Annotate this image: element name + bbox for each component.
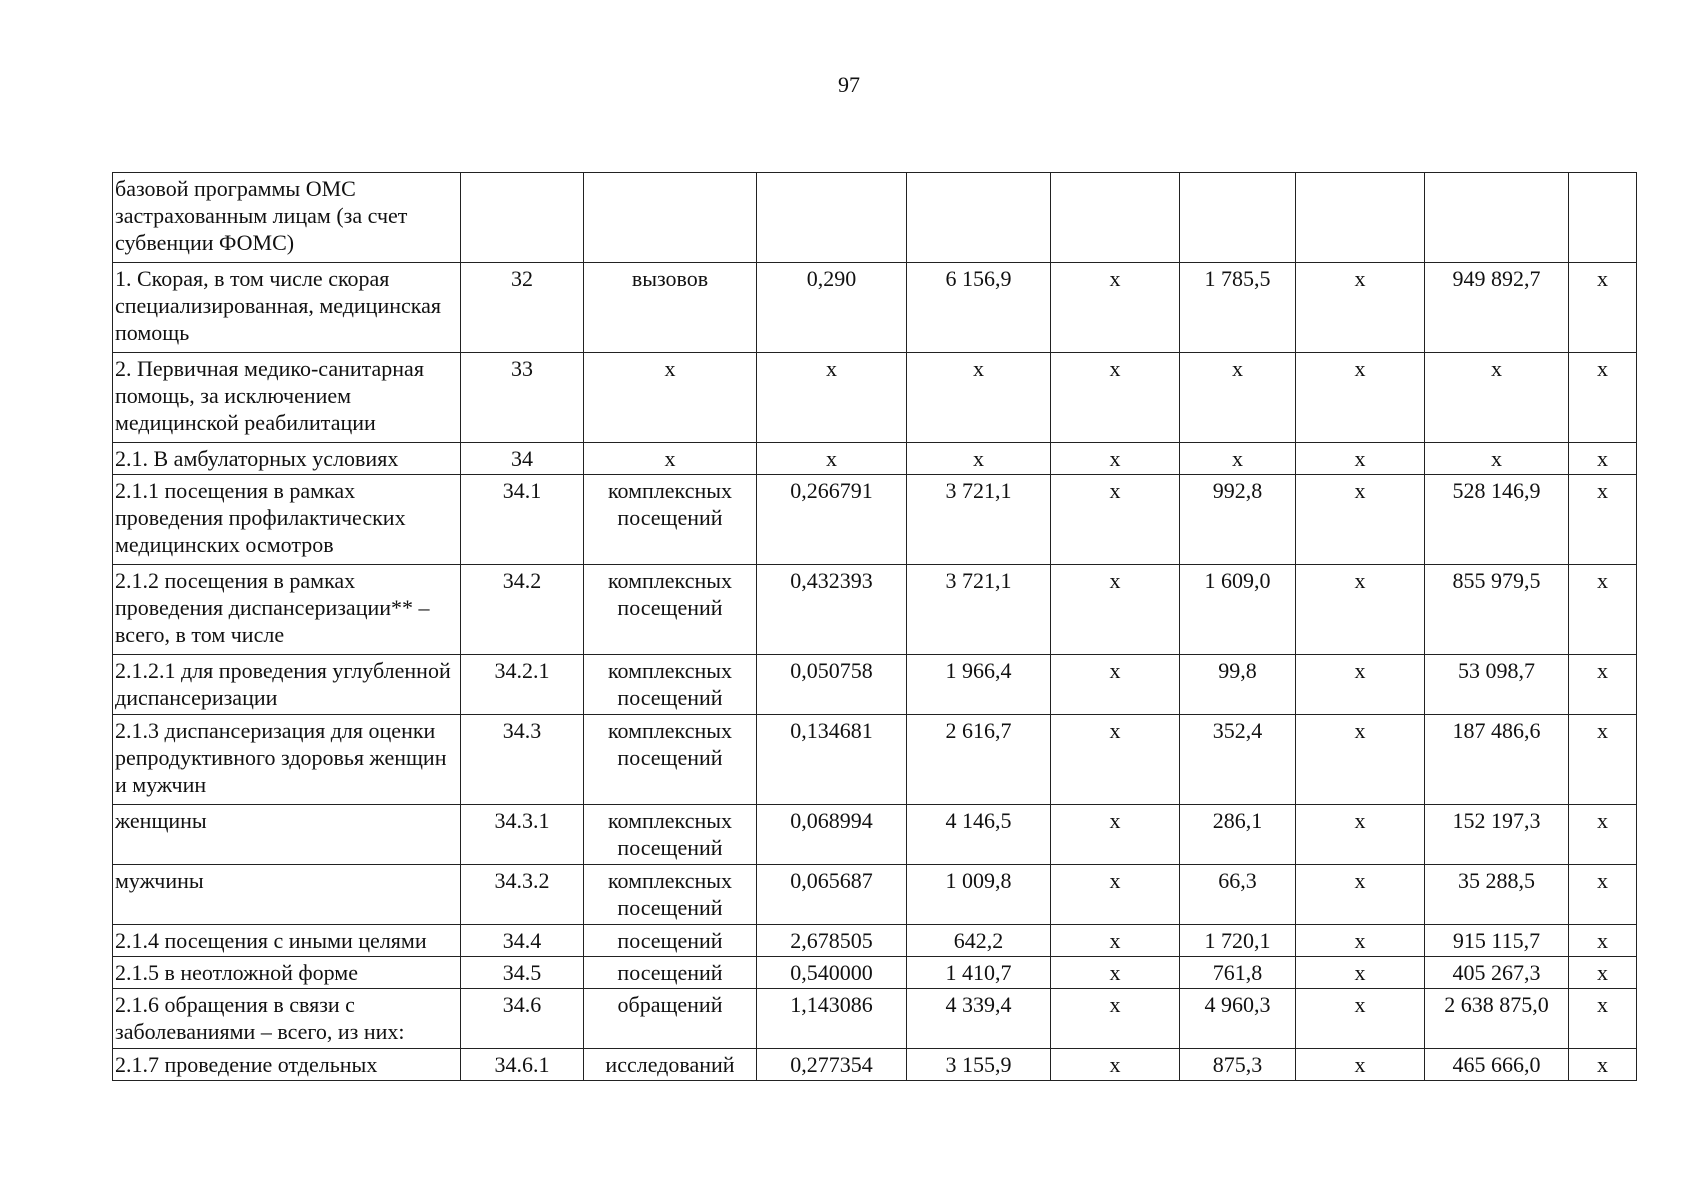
table-cell: 0,277354	[757, 1049, 907, 1081]
table-cell: 0,134681	[757, 715, 907, 805]
table-cell: 34.5	[461, 957, 584, 989]
table-cell: исследований	[584, 1049, 757, 1081]
table-cell: 0,068994	[757, 805, 907, 865]
table-cell: 152 197,3	[1425, 805, 1569, 865]
table-row	[113, 475, 1637, 565]
table-cell: х	[1180, 353, 1296, 443]
table-cell: х	[1296, 925, 1425, 957]
table-cell: 34.3	[461, 715, 584, 805]
table-cell: 949 892,7	[1425, 263, 1569, 353]
table-cell	[1425, 173, 1569, 263]
table-cell	[584, 173, 757, 263]
table-cell: 34.1	[461, 475, 584, 565]
table-cell: 0,050758	[757, 655, 907, 715]
table-cell: 855 979,5	[1425, 565, 1569, 655]
table-cell: 3 721,1	[907, 475, 1051, 565]
table-cell: 34.2	[461, 565, 584, 655]
table-cell: 3 721,1	[907, 565, 1051, 655]
table-cell: 0,065687	[757, 865, 907, 925]
table-cell: посещений	[584, 957, 757, 989]
table-cell: х	[1296, 263, 1425, 353]
table-cell: 1 966,4	[907, 655, 1051, 715]
table-cell: 33	[461, 353, 584, 443]
table-cell: 1,143086	[757, 989, 907, 1049]
table-cell: 34.4	[461, 925, 584, 957]
table-cell: х	[1569, 475, 1637, 565]
table-row	[113, 565, 1637, 655]
table-cell: х	[1569, 715, 1637, 805]
table-row	[113, 925, 1637, 957]
table-cell: 915 115,7	[1425, 925, 1569, 957]
table-cell: х	[1569, 263, 1637, 353]
table-cell: 286,1	[1180, 805, 1296, 865]
table-cell: х	[1296, 865, 1425, 925]
table-cell: обращений	[584, 989, 757, 1049]
table-cell: 6 156,9	[907, 263, 1051, 353]
table-row	[113, 1049, 1637, 1081]
table-cell: х	[1296, 957, 1425, 989]
table-cell: х	[1296, 989, 1425, 1049]
table-cell: 465 666,0	[1425, 1049, 1569, 1081]
table-cell: х	[584, 353, 757, 443]
table-row	[113, 353, 1637, 443]
table-cell: 1 785,5	[1180, 263, 1296, 353]
table-cell: х	[1296, 443, 1425, 475]
table-cell: х	[1051, 957, 1180, 989]
row-name-cell: 2.1.6 обращения в связи с заболеваниями – всего, из них:	[113, 989, 461, 1049]
table-cell: 528 146,9	[1425, 475, 1569, 565]
row-name-cell: 2.1.5 в неотложной форме	[113, 957, 461, 989]
table-cell: х	[1296, 715, 1425, 805]
table-cell: х	[907, 353, 1051, 443]
table-cell: х	[1051, 865, 1180, 925]
table-cell: 0,432393	[757, 565, 907, 655]
table-cell: х	[1296, 805, 1425, 865]
table-cell: комплексных посещений	[584, 865, 757, 925]
table-cell	[1051, 173, 1180, 263]
table-cell	[1296, 173, 1425, 263]
data-table	[112, 172, 1637, 1081]
table-cell: х	[1051, 989, 1180, 1049]
row-name-cell: 2.1.2 посещения в рамках проведения диспансеризации** – всего, в том числе	[113, 565, 461, 655]
table-cell: х	[1051, 805, 1180, 865]
table-cell: комплексных посещений	[584, 655, 757, 715]
table-cell: 1 609,0	[1180, 565, 1296, 655]
table-cell	[757, 173, 907, 263]
table-cell: х	[1569, 805, 1637, 865]
table-cell: 992,8	[1180, 475, 1296, 565]
table-cell: х	[1051, 655, 1180, 715]
table-cell: х	[1051, 715, 1180, 805]
table-row	[113, 443, 1637, 475]
table-cell: 53 098,7	[1425, 655, 1569, 715]
table-cell: 875,3	[1180, 1049, 1296, 1081]
table-cell: 4 339,4	[907, 989, 1051, 1049]
table-cell: 4 146,5	[907, 805, 1051, 865]
table-cell: 34.3.2	[461, 865, 584, 925]
row-name-cell: базовой программы ОМС застрахованным лицам (за счет субвенции ФОМС)	[113, 173, 461, 263]
table-cell: 99,8	[1180, 655, 1296, 715]
table-cell	[1180, 173, 1296, 263]
row-name-cell: 2. Первичная медико-санитарная помощь, за исключением медицинской реабилитации	[113, 353, 461, 443]
table-cell: х	[757, 353, 907, 443]
row-name-cell: 2.1. В амбулаторных условиях	[113, 443, 461, 475]
table-cell: 2 638 875,0	[1425, 989, 1569, 1049]
table-cell: х	[584, 443, 757, 475]
table-cell: х	[1051, 475, 1180, 565]
table-cell: 0,290	[757, 263, 907, 353]
table-cell: х	[1569, 655, 1637, 715]
table-cell: 2 616,7	[907, 715, 1051, 805]
table-cell: 1 009,8	[907, 865, 1051, 925]
table-cell: 352,4	[1180, 715, 1296, 805]
table-cell	[1569, 173, 1637, 263]
table-cell: 642,2	[907, 925, 1051, 957]
table-cell: 1 720,1	[1180, 925, 1296, 957]
table-cell: посещений	[584, 925, 757, 957]
table-row	[113, 173, 1637, 263]
table-row	[113, 865, 1637, 925]
table-cell: 34.2.1	[461, 655, 584, 715]
row-name-cell: 2.1.7 проведение отдельных	[113, 1049, 461, 1081]
table-cell: комплексных посещений	[584, 565, 757, 655]
table-cell	[461, 173, 584, 263]
table-cell: х	[757, 443, 907, 475]
table-cell: 34.6	[461, 989, 584, 1049]
table-cell: 32	[461, 263, 584, 353]
table-cell: х	[1051, 263, 1180, 353]
table-cell: х	[1051, 443, 1180, 475]
table-cell: 34.6.1	[461, 1049, 584, 1081]
row-name-cell: 1. Скорая, в том числе скорая специализированная, медицинская помощь	[113, 263, 461, 353]
row-name-cell: мужчины	[113, 865, 461, 925]
table-cell: х	[907, 443, 1051, 475]
table-cell: х	[1569, 565, 1637, 655]
table-cell: комплексных посещений	[584, 715, 757, 805]
table-cell: х	[1425, 353, 1569, 443]
table-cell: вызовов	[584, 263, 757, 353]
table-cell: х	[1296, 353, 1425, 443]
table-cell: х	[1569, 925, 1637, 957]
table-cell: 761,8	[1180, 957, 1296, 989]
table-row	[113, 805, 1637, 865]
table-cell: х	[1569, 443, 1637, 475]
table-cell: х	[1051, 1049, 1180, 1081]
table-cell: комплексных посещений	[584, 805, 757, 865]
table-cell: х	[1296, 1049, 1425, 1081]
table-row	[113, 263, 1637, 353]
table-cell	[907, 173, 1051, 263]
table-cell: х	[1569, 865, 1637, 925]
table-cell: 2,678505	[757, 925, 907, 957]
table-cell: 405 267,3	[1425, 957, 1569, 989]
table-cell: 0,266791	[757, 475, 907, 565]
table-cell: х	[1296, 475, 1425, 565]
table-cell: 66,3	[1180, 865, 1296, 925]
table-cell: х	[1425, 443, 1569, 475]
table-row	[113, 655, 1637, 715]
table-cell: х	[1296, 565, 1425, 655]
table-row	[113, 715, 1637, 805]
table-row	[113, 957, 1637, 989]
table-cell: х	[1569, 957, 1637, 989]
table-cell: 1 410,7	[907, 957, 1051, 989]
row-name-cell: 2.1.1 посещения в рамках проведения профилактических медицинских осмотров	[113, 475, 461, 565]
table-cell: х	[1051, 353, 1180, 443]
table-cell: х	[1051, 925, 1180, 957]
table-cell: х	[1296, 655, 1425, 715]
row-name-cell: 2.1.2.1 для проведения углубленной диспансеризации	[113, 655, 461, 715]
row-name-cell: 2.1.4 посещения с иными целями	[113, 925, 461, 957]
table-cell: 0,540000	[757, 957, 907, 989]
row-name-cell: 2.1.3 диспансеризация для оценки репродуктивного здоровья женщин и мужчин	[113, 715, 461, 805]
row-name-cell: женщины	[113, 805, 461, 865]
page-number: 97	[838, 72, 860, 97]
table-cell: х	[1180, 443, 1296, 475]
table-body	[113, 173, 1637, 1081]
table-cell: 4 960,3	[1180, 989, 1296, 1049]
table-row	[113, 989, 1637, 1049]
table-cell: комплексных посещений	[584, 475, 757, 565]
table-cell: 34	[461, 443, 584, 475]
table-cell: 3 155,9	[907, 1049, 1051, 1081]
table-cell: 34.3.1	[461, 805, 584, 865]
table-cell: х	[1051, 565, 1180, 655]
table-cell: х	[1569, 989, 1637, 1049]
table-cell: х	[1569, 353, 1637, 443]
table-cell: 187 486,6	[1425, 715, 1569, 805]
table-cell: 35 288,5	[1425, 865, 1569, 925]
table-cell: х	[1569, 1049, 1637, 1081]
